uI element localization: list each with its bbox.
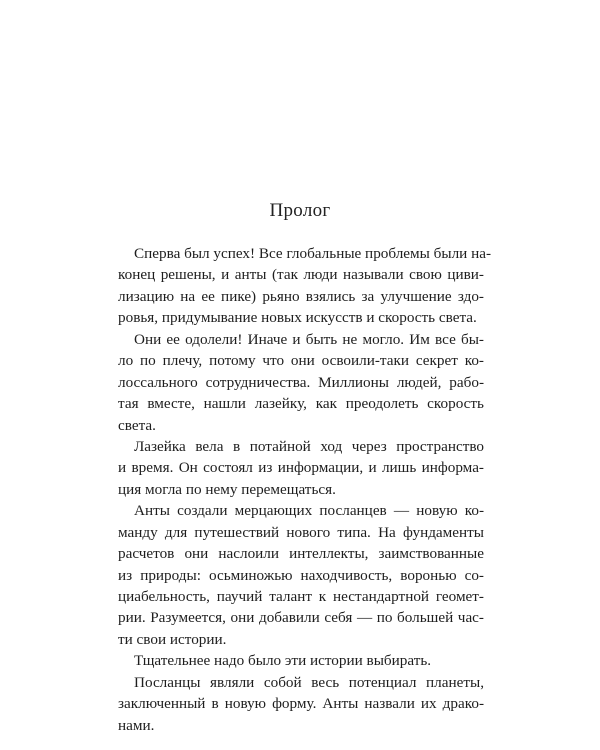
paragraph <box>118 243 492 329</box>
text-line: света. <box>118 416 156 434</box>
text-line: лоссального сотрудничества. Миллионы людей, рабо- <box>118 373 484 391</box>
chapter-body <box>118 243 492 736</box>
text-line: Они ее одолели! Иначе и быть не могло. Им все бы- <box>134 330 484 348</box>
text-line: Лазейка вела в потайной ход через пространство <box>134 437 484 455</box>
text-line: из природы: осьминожью находчивость, воронью со- <box>118 566 484 584</box>
text-line: ровья, придумывание новых искусств и скорость света. <box>118 309 477 327</box>
text-line: ло по плечу, потому что они освоили-таки секрет ко- <box>118 352 484 370</box>
text-line: конец решены, и анты (так люди называли свою циви- <box>118 266 484 284</box>
text-line: циабельность, паучий талант к нестандартной геомет- <box>118 588 484 605</box>
text-line: Тщательнее надо было эти истории выбирать. <box>134 652 432 670</box>
text-line: нами. <box>118 716 155 734</box>
text-line: Посланцы являли собой весь потенциал планеты, <box>134 673 484 691</box>
text-line: Сперва был успех! Все глобальные проблемы были на- <box>134 245 492 262</box>
text-line: расчетов они наслоили интеллекты, заимствованные <box>118 545 484 563</box>
chapter-title: Пролог <box>269 200 331 221</box>
paragraph <box>118 329 484 436</box>
text-line: ти свои истории. <box>118 630 227 648</box>
text-line: ция могла по нему перемещаться. <box>118 480 336 498</box>
paragraph <box>118 672 484 736</box>
text-line: и время. Он состоял из информации, и лишь информа- <box>118 459 484 477</box>
text-line: рии. Разумеется, они добавили себя — по большей час- <box>118 609 484 627</box>
text-line: манду для путешествий нового типа. На фундаменты <box>118 523 484 541</box>
text-line: лизацию на ее пике) рьяно взялись за улучшение здо- <box>118 287 484 305</box>
paragraph <box>118 436 484 500</box>
text-line: тая вместе, нашли лазейку, как преодолеть скорость <box>118 395 484 413</box>
text-line: заключенный в новую форму. Анты назвали их драко- <box>118 695 484 713</box>
paragraph <box>118 500 484 650</box>
paragraph <box>118 650 484 671</box>
text-line: Анты создали мерцающих посланцев — новую ко- <box>134 502 484 520</box>
